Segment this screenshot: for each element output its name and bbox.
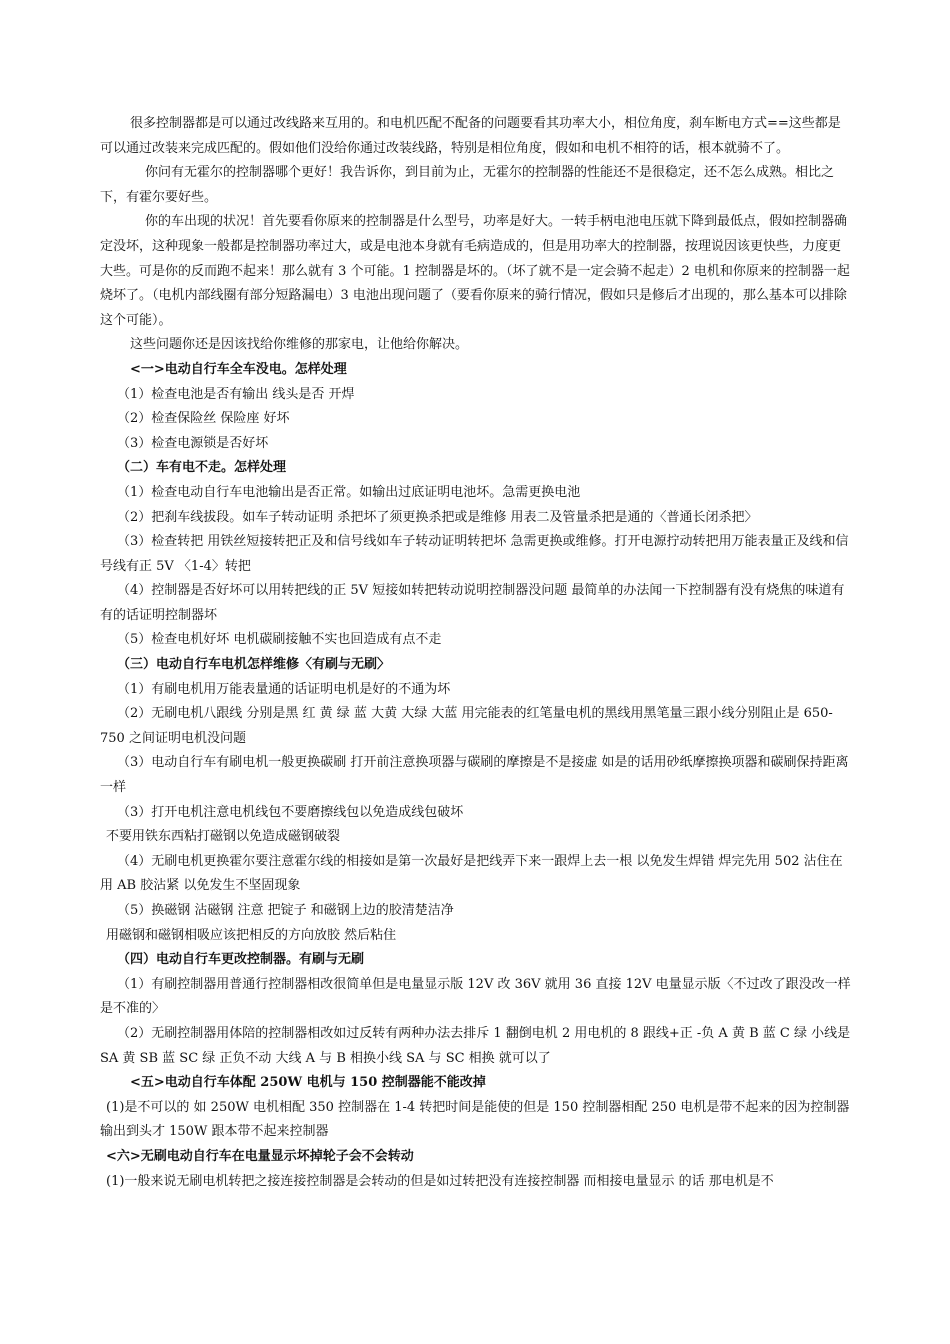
paragraph: （3）检查转把 用铁丝短接转把正及和信号线如车子转动证明转把坏 急需更换或维修。打开电源拧动转把用万能表量正及线和信号线有正 5V 〈1-4〉转把 [100, 534, 849, 574]
section-heading: <一>电动自行车全车没电。怎样处理 [130, 361, 347, 377]
paragraph: （2）无刷控制器用体陪的控制器相改如过反转有两种办法去排斥 1 翻倒电机 2 用电机的 8 跟线+正 -负 A 黄 B 蓝 C 绿 小线是 SA 黄 SB 蓝 SC 绿 正负不动 大线 A 与 B 相换小线 SA 与 SC 相换 就可以了 [100, 1025, 851, 1066]
paragraph: （3）检查电源锁是否好坏 [117, 435, 269, 451]
paragraph: 用磁钢和磁钢相吸应该把相反的方向放胶 然后粘住 [106, 927, 397, 943]
paragraph: 不要用铁东西粘打磁钢以免造成磁钢破裂 [106, 829, 341, 845]
paragraph: 你的车出现的状况！首先要看你原来的控制器是什么型号，功率是好大。一转手柄电池电压就下降到最低点，假如控制器确定没坏，这种现象一般都是控制器功率过大，或是电池本身就有毛病造成的，但是用功率大的控制器，按理说因该更快些，力度更大些。可是你的反而跑不起来！那么就有 3 个可能。1 控制器是坏的。（坏了就不是一定会骑不起走）2 电机和你原来的控制器一起烧坏了。（电机内部线圈有部分短路漏电）3 电池出现问题了（要看你原来的骑行情况，假如只是修后才出现的，那么基本可以排除这个可能）。 [100, 214, 850, 328]
paragraph: （1）有刷电机用万能表量通的话证明电机是好的不通为坏 [117, 681, 451, 697]
paragraph: （2）无刷电机八跟线 分别是黑 红 黄 绿 蓝 大黄 大绿 大蓝 用完能表的红笔量电机的黑线用黑笔量三跟小线分别阻止是 650-750 之间证明电机没问题 [100, 706, 833, 746]
paragraph: (1)一般来说无刷电机转把之接连接控制器是会转动的但是如过转把没有连接控制器 而相接电量显示 的话 那电机是不 [106, 1173, 774, 1189]
paragraph: （1）检查电动自行车电池输出是否正常。如输出过底证明电池坏。急需更换电池 [117, 484, 581, 500]
section-heading: <五>电动自行车体配 250W 电机与 150 控制器能不能改掉 [130, 1075, 486, 1091]
paragraph: （5）检查电机好坏 电机碳刷接触不实也回造成有点不走 [117, 632, 442, 648]
paragraph: 很多控制器都是可以通过改线路来互用的。和电机匹配不配备的问题要看其功率大小，相位角度，刹车断电方式==这些都是可以通过改装来完成匹配的。假如他们没给你通过改装线路，特别是相位角度，假如和电机不相符的话，根本就骑不了。 [100, 116, 841, 156]
paragraph: （4）控制器是否好坏可以用转把线的正 5V 短接如转把转动说明控制器没问题 最简单的办法闻一下控制器有没有烧焦的味道有有的话证明控制器坏 [100, 583, 845, 623]
paragraph: （2）检查保险丝 保险座 好坏 [117, 411, 290, 427]
paragraph: （3）电动自行车有刷电机一般更换碳刷 打开前注意换项器与碳刷的摩擦是不是接虚 如是的话用砂纸摩擦换项器和碳刷保持距离一样 [100, 755, 849, 796]
paragraph: （5）换磁钢 沾磁钢 注意 把锭子 和磁钢上边的胶清楚洁净 [117, 903, 454, 918]
paragraph: （4）无刷电机更换霍尔要注意霍尔线的相接如是第一次最好是把线弄下来一跟焊上去一根 以免发生焊错 焊完先用 502 沾住在用 AB 胶沾紧 以免发生不坚固现象 [100, 853, 843, 894]
paragraph: （1）有刷控制器用普通行控制器相改很简单但是电量显示版 12V 改 36V 就用 36 直接 12V 电量显示版〈不过改了跟没改一样是不准的〉 [100, 976, 851, 1017]
document-body [100, 112, 852, 1194]
paragraph: 你问有无霍尔的控制器哪个更好！我告诉你，到目前为止，无霍尔的控制器的性能还不是很稳定，还不怎么成熟。相比之下，有霍尔要好些。 [100, 165, 835, 205]
paragraph: (1)是不可以的 如 250W 电机相配 350 控制器在 1-4 转把时间是能使的但是 150 控制器相配 250 电机是带不起来的因为控制器输出到头才 150W 跟本带不起来控制器 [100, 1099, 850, 1140]
paragraph: （2）把刹车线拔段。如车子转动证明 杀把坏了须更换杀把或是维修 用表二及管量杀把是通的〈普通长闭杀把〉 [117, 509, 758, 525]
section-heading: （二）车有电不走。怎样处理 [117, 460, 287, 476]
section-heading: <六>无刷电动自行车在电量显示坏掉轮子会不会转动 [106, 1148, 414, 1164]
paragraph: 这些问题你还是因该找给你维修的那家电，让他给你解决。 [130, 337, 469, 353]
paragraph: （3）打开电机注意电机线包不要磨擦线包以免造成线包破坏 [117, 804, 464, 820]
paragraph: （1）检查电池是否有输出 线头是否 开焊 [117, 386, 355, 402]
section-heading: （四）电动自行车更改控制器。有刷与无刷 [117, 952, 365, 968]
section-heading: （三）电动自行车电机怎样维修〈有刷与无刷〉 [117, 657, 391, 673]
